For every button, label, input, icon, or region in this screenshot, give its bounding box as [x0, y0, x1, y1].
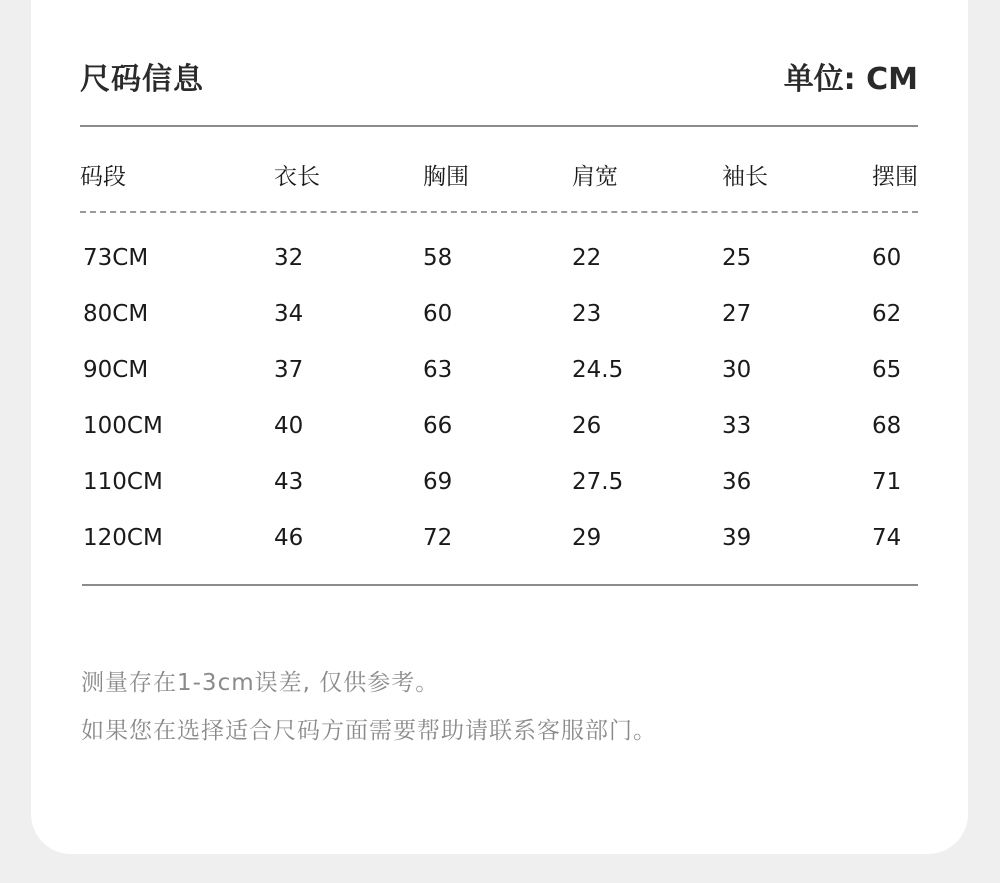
table-cell: 30: [722, 357, 752, 383]
table-row: [80, 294, 918, 350]
table-cell: 72: [423, 525, 453, 551]
table-body: [80, 238, 918, 574]
table-cell: 29: [572, 525, 602, 551]
table-cell: 110CM: [83, 469, 163, 495]
column-header-shoulder: 肩宽: [572, 164, 618, 190]
table-cell: 73CM: [83, 245, 149, 271]
table-row: [80, 518, 918, 574]
table-row: [80, 406, 918, 462]
table-cell: 23: [572, 301, 602, 327]
table-cell: 60: [872, 245, 902, 271]
help-note: 如果您在选择适合尺码方面需要帮助请联系客服部门。: [81, 718, 657, 744]
table-cell: 34: [274, 301, 304, 327]
table-cell: 27.5: [572, 469, 624, 495]
table-cell: 27: [722, 301, 752, 327]
table-row: [80, 350, 918, 406]
table-cell: 36: [722, 469, 752, 495]
table-cell: 62: [872, 301, 902, 327]
table-cell: 24.5: [572, 357, 624, 383]
column-header-hem: 摆围: [872, 164, 918, 190]
table-cell: 32: [274, 245, 304, 271]
table-cell: 69: [423, 469, 453, 495]
table-cell: 37: [274, 357, 304, 383]
table-cell: 63: [423, 357, 453, 383]
table-cell: 74: [872, 525, 902, 551]
table-cell: 100CM: [83, 413, 163, 439]
column-header-length: 衣长: [274, 164, 320, 190]
table-cell: 25: [722, 245, 752, 271]
table-cell: 66: [423, 413, 453, 439]
table-cell: 68: [872, 413, 902, 439]
table-row: [80, 462, 918, 518]
table-cell: 80CM: [83, 301, 149, 327]
table-cell: 43: [274, 469, 304, 495]
unit-label: 单位: CM: [783, 62, 918, 97]
table-header: [80, 160, 918, 194]
table-cell: 58: [423, 245, 453, 271]
table-cell: 120CM: [83, 525, 163, 551]
table-cell: 40: [274, 413, 304, 439]
page-title: 尺码信息: [80, 62, 204, 97]
table-cell: 46: [274, 525, 304, 551]
table-bottom-divider: [82, 584, 918, 586]
table-cell: 26: [572, 413, 602, 439]
table-cell: 71: [872, 469, 902, 495]
table-cell: 22: [572, 245, 602, 271]
table-header-divider: [80, 211, 918, 213]
column-header-sleeve: 袖长: [722, 164, 768, 190]
table-cell: 65: [872, 357, 902, 383]
table-cell: 60: [423, 301, 453, 327]
measurement-note: 测量存在1-3cm误差, 仅供参考。: [81, 670, 440, 696]
table-row: [80, 238, 918, 294]
table-cell: 39: [722, 525, 752, 551]
column-header-size: 码段: [80, 164, 126, 190]
table-cell: 90CM: [83, 357, 149, 383]
column-header-chest: 胸围: [423, 164, 469, 190]
table-cell: 33: [722, 413, 752, 439]
table-top-divider: [80, 125, 918, 127]
